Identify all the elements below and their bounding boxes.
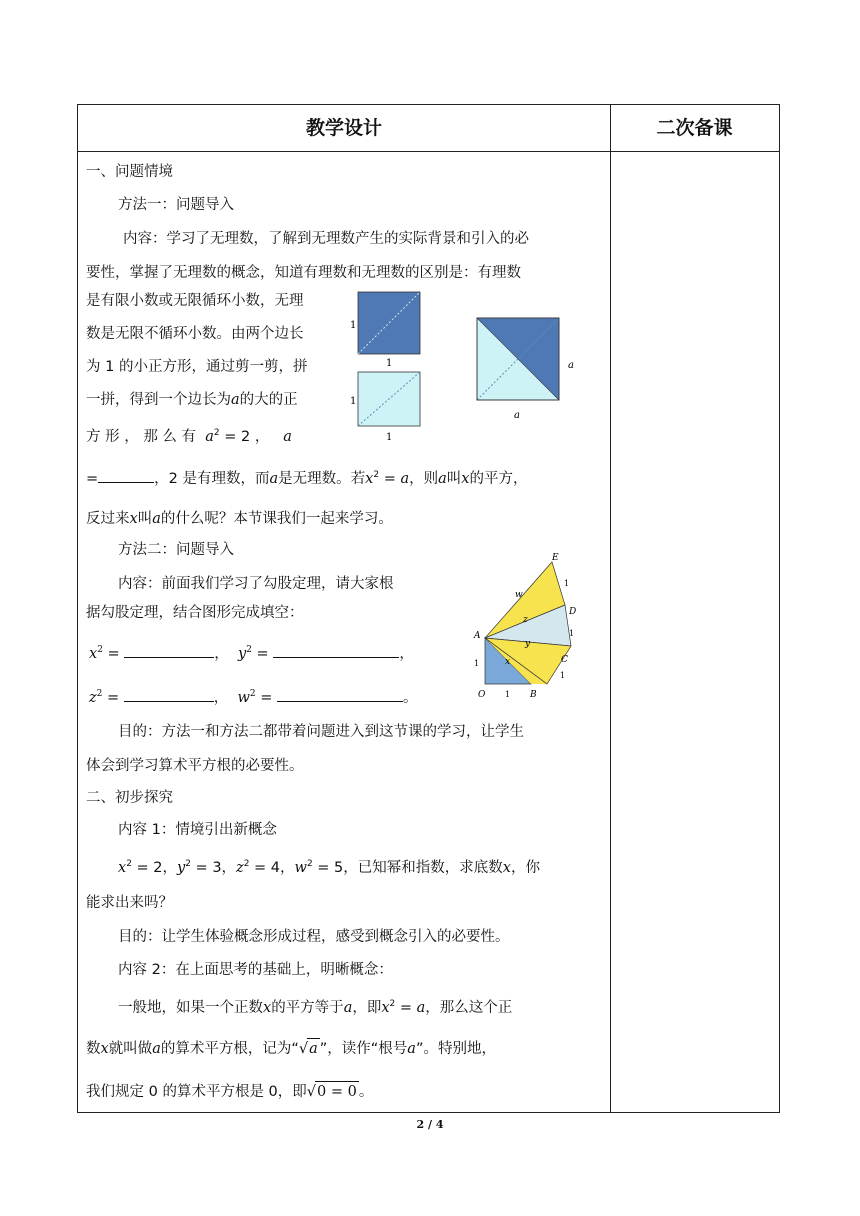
para1-line4: 数是无限不循环小数。由两个边长	[86, 326, 304, 342]
definition-line2: 数x就叫做a的算术平方根，记为“√a ”，读作“根号a”。特别地，	[86, 1038, 496, 1059]
label-1-CB: 1	[560, 671, 566, 680]
header-divider	[78, 151, 779, 152]
label-a-side: a	[568, 360, 574, 371]
label-1-DC: 1	[569, 629, 575, 638]
answer-blank-a[interactable]	[98, 468, 154, 483]
definition-line3: 我们规定 0 的算术平方根是 0，即√0 = 0 。	[86, 1081, 373, 1102]
point-D: D	[569, 607, 577, 617]
label-x: x	[505, 657, 511, 667]
para1-line8: = ，2 是有理数，而a是无理数。若$x^2 = a$，则a叫x的平方，	[86, 465, 527, 489]
pythagorean-spiral-figure	[470, 552, 590, 702]
label-z: z	[523, 615, 528, 625]
fill-xy-line: $x^2$ = ， $y^2$ = ，	[89, 640, 414, 664]
header-teaching-design: 教学设计	[305, 117, 382, 139]
goal-line2: 体会到学习算术平方根的必要性。	[86, 758, 304, 774]
point-A: A	[474, 631, 481, 641]
label-w: w	[515, 590, 523, 600]
blank-x2[interactable]	[124, 643, 214, 658]
point-E: E	[552, 553, 559, 563]
goal2-line: 目的：让学生体验概念形成过程，感受到概念引入的必要性。	[118, 929, 510, 945]
content2-title: 内容 2：在上面思考的基础上，明晰概念：	[118, 962, 393, 978]
para1-line2: 要性，掌握了无理数的概念，知道有理数和无理数的区别是：有理数	[86, 265, 521, 281]
point-C: C	[561, 655, 568, 665]
section2-title: 二、初步探究	[86, 790, 173, 806]
page-number: 2 / 4	[416, 1118, 444, 1131]
para1-line9: 反过来x叫a的什么呢？本节课我们一起来学习。	[86, 511, 393, 527]
label-1-AO: 1	[474, 659, 480, 668]
para1-line5: 为 1 的小正方形，通过剪一剪，拼	[86, 359, 308, 375]
blank-w2[interactable]	[277, 687, 403, 702]
label-y: y	[525, 639, 531, 649]
point-B: B	[530, 690, 537, 700]
blank-y2[interactable]	[273, 643, 399, 658]
squares-figure	[348, 288, 598, 448]
blank-z2[interactable]	[124, 687, 214, 702]
label-a-bottom: a	[514, 410, 520, 421]
para1-line3: 是有限小数或无限循环小数，无理	[86, 293, 304, 309]
equations-line: $x^2 = 2$，$y^2 = 3$，$z^2 = 4$，$w^2 = 5$，已知幂和指数，求底数x，你	[118, 859, 540, 876]
label-1c: 1	[350, 396, 357, 407]
para1-line6: 一拼，得到一个边长为a的大的正	[86, 392, 298, 408]
method2-title: 方法二：问题导入	[118, 542, 234, 558]
column-divider	[610, 105, 611, 1112]
para1-line1: 内容：学习了无理数，了解到无理数产生的实际背景和引入的必	[123, 231, 529, 247]
label-1b: 1	[386, 358, 393, 369]
para1-line7: 方 形 ， 那 么 有 $a^2 = 2$ ， a	[86, 428, 292, 445]
equations-line2: 能求出来吗？	[86, 895, 173, 911]
goal-line1: 目的：方法一和方法二都带着问题进入到这节课的学习，让学生	[118, 724, 524, 740]
header-second-prep: 二次备课	[656, 117, 733, 139]
method2-line2: 据勾股定理，结合图形完成填空：	[86, 605, 304, 621]
content1-title: 内容 1：情境引出新概念	[118, 822, 277, 838]
label-1-ED: 1	[564, 579, 570, 588]
label-1d: 1	[386, 432, 393, 443]
section1-title: 一、问题情境	[86, 164, 173, 180]
fill-zw-line: $z^2$ = ， $w^2$ = 。	[89, 684, 418, 708]
point-O: O	[478, 690, 486, 700]
label-1-OB: 1	[505, 690, 511, 699]
definition-line1: 一般地，如果一个正数x的平方等于a，即$x^2 = a$，那么这个正	[118, 999, 513, 1016]
method2-line1: 内容：前面我们学习了勾股定理，请大家根	[118, 576, 394, 592]
method1-title: 方法一：问题导入	[118, 197, 234, 213]
label-1a: 1	[350, 320, 357, 331]
